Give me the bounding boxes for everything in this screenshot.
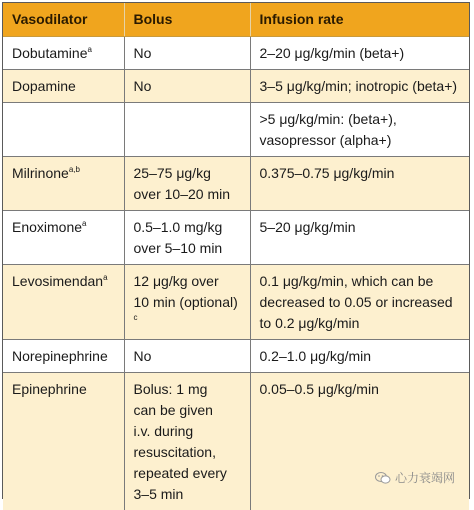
bolus-text: No [134, 348, 152, 364]
drug-name: Dopamine [12, 78, 76, 94]
cell-bolus [124, 70, 250, 103]
watermark [375, 469, 455, 486]
cell-vasodilator [3, 265, 124, 340]
table-row [3, 70, 469, 103]
table-row [3, 157, 469, 211]
cell-infusion-rate: 5–20 μg/kg/min [250, 211, 469, 265]
cell-bolus [124, 37, 250, 70]
cell-vasodilator [3, 103, 124, 157]
table-row [3, 265, 469, 340]
bolus-text: No [134, 78, 152, 94]
cell-bolus [124, 157, 250, 211]
cell-vasodilator [3, 157, 124, 211]
cell-vasodilator [3, 373, 124, 510]
drug-name: Enoximone [12, 219, 82, 235]
vasodilator-table [3, 3, 469, 510]
bolus-text: 0.5–1.0 mg/kg over 5–10 min [134, 219, 223, 256]
cell-vasodilator [3, 340, 124, 373]
cell-vasodilator [3, 37, 124, 70]
cell-infusion-rate: 3–5 μg/kg/min; inotropic (beta+) [250, 70, 469, 103]
header-bolus: Bolus [124, 3, 250, 37]
drug-name: Levosimendan [12, 273, 103, 289]
drug-table-frame [2, 2, 470, 499]
cell-infusion-rate: 0.2–1.0 μg/kg/min [250, 340, 469, 373]
drug-footnote-mark: a,b [69, 165, 80, 174]
cell-infusion-rate: 0.05–0.5 μg/kg/min [250, 373, 469, 510]
drug-footnote-mark: a [88, 45, 92, 54]
table-row [3, 37, 469, 70]
table-row [3, 340, 469, 373]
bolus-footnote-mark: c [134, 313, 241, 323]
cell-infusion-rate: >5 μg/kg/min: (beta+), vasopressor (alpha+) [250, 103, 469, 157]
drug-name: Epinephrine [12, 381, 87, 397]
table-row [3, 103, 469, 157]
table-header-row [3, 3, 469, 37]
cell-infusion-rate: 2–20 μg/kg/min (beta+) [250, 37, 469, 70]
cell-bolus [124, 340, 250, 373]
table-row [3, 211, 469, 265]
header-vasodilator: Vasodilator [3, 3, 124, 37]
cell-bolus [124, 373, 250, 510]
drug-name: Milrinone [12, 165, 69, 181]
wechat-icon [375, 472, 391, 484]
drug-name: Dobutamine [12, 45, 88, 61]
cell-bolus [124, 265, 250, 340]
cell-infusion-rate: 0.1 μg/kg/min, which can be decreased to 0.05 or increased to 0.2 μg/kg/min [250, 265, 469, 340]
cell-vasodilator [3, 70, 124, 103]
cell-bolus [124, 103, 250, 157]
header-infusion-rate: Infusion rate [250, 3, 469, 37]
drug-footnote-mark: a [103, 273, 107, 282]
bolus-text: 12 μg/kg over 10 min (optional) [134, 273, 238, 310]
cell-vasodilator [3, 211, 124, 265]
bolus-text: Bolus: 1 mg can be given i.v. during resuscitation, repeated every 3–5 min [134, 381, 227, 502]
watermark-text: 心力衰竭网 [395, 469, 455, 486]
cell-bolus [124, 211, 250, 265]
drug-footnote-mark: a [82, 219, 86, 228]
table-row [3, 373, 469, 510]
bolus-text: No [134, 45, 152, 61]
cell-infusion-rate: 0.375–0.75 μg/kg/min [250, 157, 469, 211]
drug-name: Norepinephrine [12, 348, 108, 364]
bolus-text: 25–75 μg/kg over 10–20 min [134, 165, 231, 202]
